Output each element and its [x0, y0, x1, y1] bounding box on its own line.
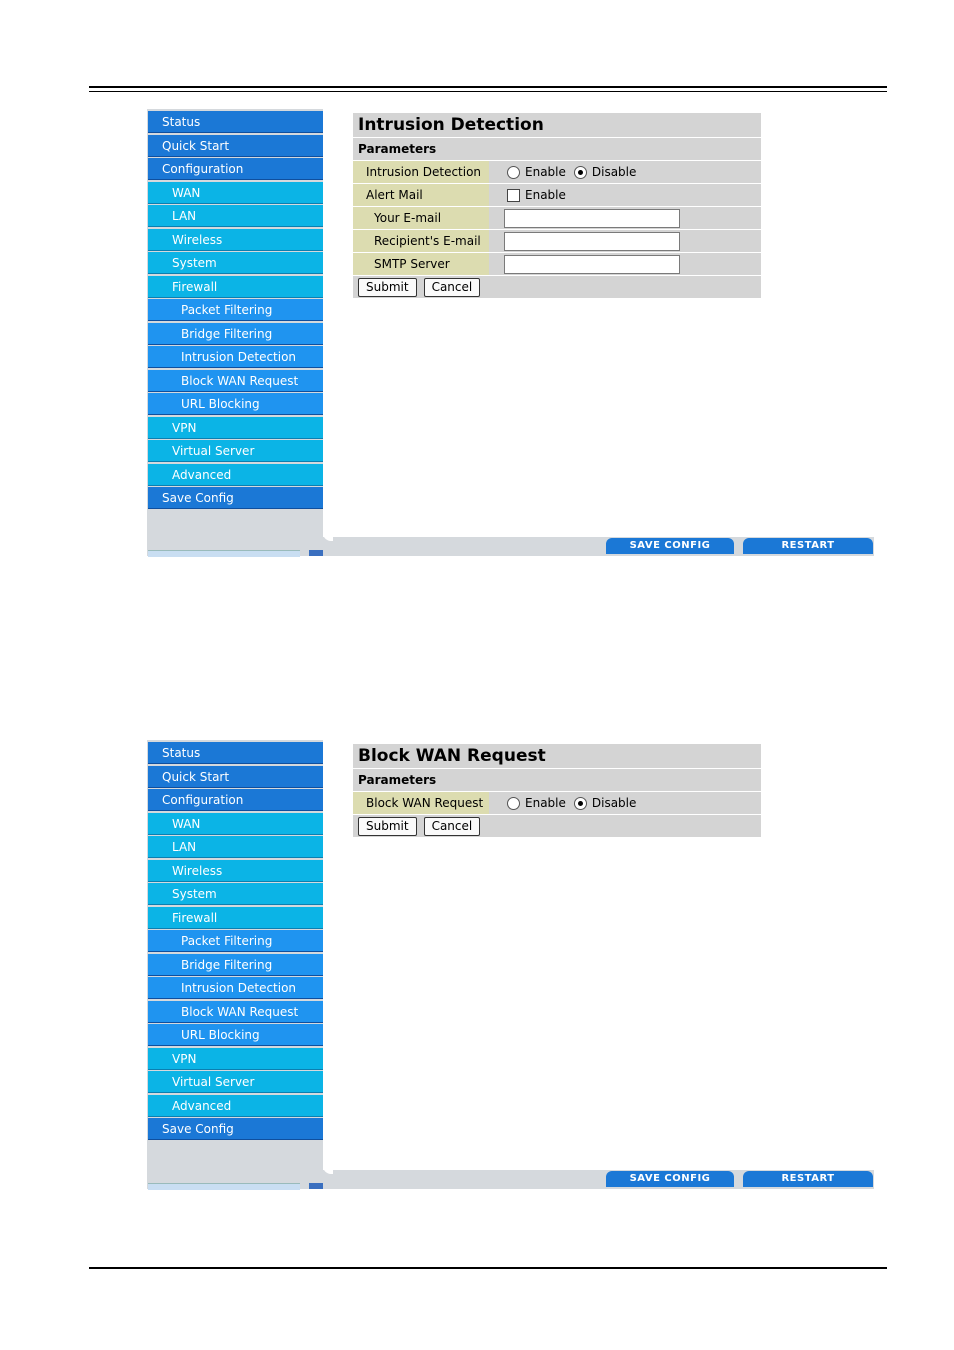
sidebar-item-virtual-server[interactable]: Virtual Server — [148, 1071, 323, 1093]
cancel-button[interactable]: Cancel — [424, 817, 481, 836]
sidebar-item-save-config[interactable]: Save Config — [148, 1118, 323, 1140]
sidebar-item-advanced[interactable]: Advanced — [148, 464, 323, 486]
sidebar-item-bridge-filtering[interactable]: Bridge Filtering — [148, 954, 323, 976]
sidebar-item-vpn[interactable]: VPN — [148, 1048, 323, 1070]
sidebar-item-virtual-server[interactable]: Virtual Server — [148, 440, 323, 462]
header-rule — [89, 86, 887, 88]
scrollbar-track[interactable] — [148, 1183, 300, 1190]
sidebar-item-advanced[interactable]: Advanced — [148, 1095, 323, 1117]
alert-mail-checkbox[interactable] — [507, 189, 520, 202]
sidebar-nav — [148, 742, 323, 1142]
sidebar-item-configuration[interactable]: Configuration — [148, 789, 323, 811]
sidebar-item-block-wan-request[interactable]: Block WAN Request — [148, 1001, 323, 1023]
recipient-email-row — [353, 230, 761, 253]
sidebar-item-system[interactable]: System — [148, 252, 323, 274]
sidebar-item-wan[interactable]: WAN — [148, 182, 323, 204]
sidebar-item-save-config[interactable]: Save Config — [148, 487, 323, 509]
block-wan-disable-radio[interactable] — [574, 797, 587, 810]
restart-button[interactable]: RESTART — [743, 1171, 873, 1187]
page-title: Block WAN Request — [353, 744, 761, 769]
block-wan-disable-label: Disable — [591, 796, 637, 810]
sidebar-item-intrusion-detection[interactable]: Intrusion Detection — [148, 977, 323, 999]
sidebar-item-url-blocking[interactable]: URL Blocking — [148, 393, 323, 415]
screenshot-block-wan-request — [147, 740, 874, 1189]
sidebar-nav — [148, 111, 323, 511]
block-wan-panel — [353, 744, 761, 837]
alert-mail-checkbox-label: Enable — [525, 188, 566, 202]
sidebar-item-configuration[interactable]: Configuration — [148, 158, 323, 180]
sidebar-item-firewall[interactable]: Firewall — [148, 907, 323, 929]
sidebar-item-bridge-filtering[interactable]: Bridge Filtering — [148, 323, 323, 345]
sidebar-item-lan[interactable]: LAN — [148, 205, 323, 227]
smtp-server-label: SMTP Server — [353, 253, 489, 275]
sidebar-item-vpn[interactable]: VPN — [148, 417, 323, 439]
scroll-right-icon[interactable] — [309, 1183, 323, 1189]
scroll-right-icon[interactable] — [309, 550, 323, 556]
screenshot-intrusion-detection — [147, 109, 874, 556]
sidebar-item-wan[interactable]: WAN — [148, 813, 323, 835]
intrusion-enable-label: Enable — [525, 165, 566, 179]
bottom-bar-corner — [323, 531, 333, 541]
smtp-server-input[interactable] — [504, 255, 680, 274]
alert-mail-label: Alert Mail — [353, 184, 489, 206]
sidebar-item-system[interactable]: System — [148, 883, 323, 905]
section-title: Parameters — [353, 769, 761, 792]
bottom-bar-corner — [323, 1164, 333, 1174]
scrollbar-track[interactable] — [148, 550, 300, 557]
sidebar-item-quick-start[interactable]: Quick Start — [148, 766, 323, 788]
sidebar-item-intrusion-detection[interactable]: Intrusion Detection — [148, 346, 323, 368]
sidebar-item-wireless[interactable]: Wireless — [148, 229, 323, 251]
submit-button[interactable]: Submit — [358, 817, 417, 836]
block-wan-enable-label: Enable — [525, 796, 566, 810]
block-wan-enable-radio[interactable] — [507, 797, 520, 810]
intrusion-detection-row — [353, 161, 761, 184]
block-wan-label: Block WAN Request — [353, 792, 489, 814]
section-title: Parameters — [353, 138, 761, 161]
header-rule-thin — [89, 91, 887, 92]
sidebar-item-url-blocking[interactable]: URL Blocking — [148, 1024, 323, 1046]
intrusion-disable-label: Disable — [591, 165, 637, 179]
sidebar-scrollbar[interactable] — [148, 1183, 323, 1189]
sidebar-scrollbar[interactable] — [148, 550, 323, 556]
intrusion-detection-label: Intrusion Detection — [353, 161, 489, 183]
intrusion-detection-panel — [353, 113, 761, 298]
your-email-row — [353, 207, 761, 230]
sidebar-item-packet-filtering[interactable]: Packet Filtering — [148, 299, 323, 321]
form-buttons — [353, 276, 761, 298]
sidebar-item-status[interactable]: Status — [148, 742, 323, 764]
intrusion-enable-radio[interactable] — [507, 166, 520, 179]
sidebar-item-block-wan-request[interactable]: Block WAN Request — [148, 370, 323, 392]
sidebar-item-quick-start[interactable]: Quick Start — [148, 135, 323, 157]
save-config-button[interactable]: SAVE CONFIG — [606, 538, 734, 554]
your-email-label: Your E-mail — [353, 207, 489, 229]
sidebar — [147, 109, 323, 556]
sidebar-item-packet-filtering[interactable]: Packet Filtering — [148, 930, 323, 952]
sidebar-item-status[interactable]: Status — [148, 111, 323, 133]
sidebar-item-firewall[interactable]: Firewall — [148, 276, 323, 298]
alert-mail-row — [353, 184, 761, 207]
recipient-email-label: Recipient's E-mail — [353, 230, 489, 252]
recipient-email-input[interactable] — [504, 232, 680, 251]
bottom-bar — [323, 1170, 874, 1189]
bottom-bar — [323, 537, 874, 556]
intrusion-disable-radio[interactable] — [574, 166, 587, 179]
submit-button[interactable]: Submit — [358, 278, 417, 297]
cancel-button[interactable]: Cancel — [424, 278, 481, 297]
sidebar — [147, 740, 323, 1189]
page-title: Intrusion Detection — [353, 113, 761, 138]
footer-rule — [89, 1267, 887, 1269]
save-config-button[interactable]: SAVE CONFIG — [606, 1171, 734, 1187]
restart-button[interactable]: RESTART — [743, 538, 873, 554]
your-email-input[interactable] — [504, 209, 680, 228]
form-buttons — [353, 815, 761, 837]
sidebar-item-lan[interactable]: LAN — [148, 836, 323, 858]
block-wan-row — [353, 792, 761, 815]
sidebar-item-wireless[interactable]: Wireless — [148, 860, 323, 882]
smtp-server-row — [353, 253, 761, 276]
